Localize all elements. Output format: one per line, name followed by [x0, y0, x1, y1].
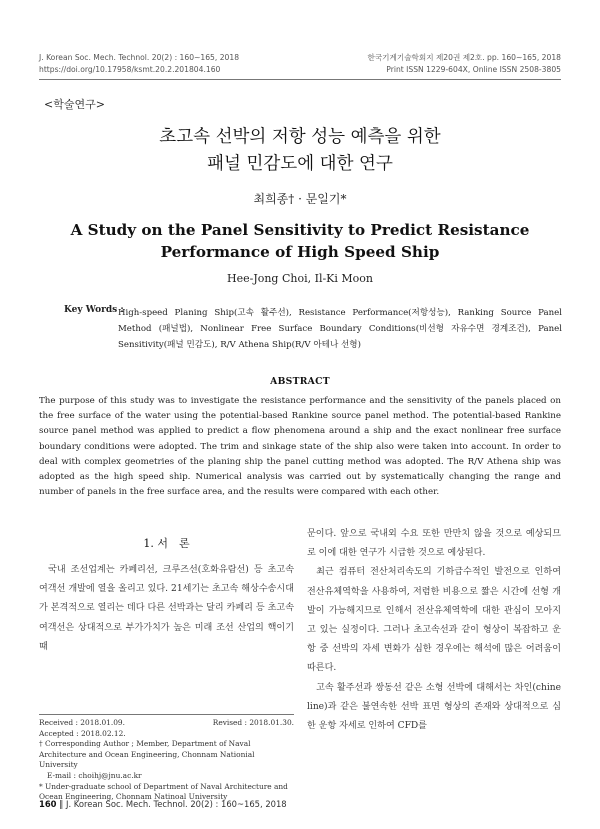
header-divider	[39, 79, 561, 80]
journal-citation: J. Korean Soc. Mech. Technol. 20(2) : 160~165, 2018	[39, 53, 240, 62]
issn-info: Print ISSN 1229-604X, Online ISSN 2508-3805	[386, 65, 561, 74]
english-title-line1: A Study on the Panel Sensitivity to Predict Resistance	[70, 221, 530, 239]
journal-korean-citation: 한국기계기술학회지 제20권 제2호. pp. 160~165, 2018	[367, 53, 561, 62]
page-number: 160	[39, 799, 57, 809]
intro-paragraph-continued: 문이다. 앞으로 국내외 수요 또한 만만치 않을 것으로 예상되므로 이에 대한 연구가 시급한 것으로 예상된다.	[307, 529, 561, 559]
abstract-text: The purpose of this study was to investigate the resistance performance and the sensitivity of the panels placed on the free surface of the water using the potential-based Rankine source panel method. The potential-based Rankine source panel method was applied to predict a flow phenomena around a ship and the exact nonlinear free surface boundary conditions were adopted. The trim and sinkage state of the ship also were taken into account. In order to deal with complex geometries of the planing ship the panel cutting method was adopted. The R/V Athena ship was adopted as the high speed ship. Numerical analysis was carried out by systematically changing the range and number of panels in the free surface area, and the results were compared with each other.	[39, 396, 561, 498]
accepted-date: Accepted : 2018.02.12.	[39, 728, 126, 738]
corresponding-author-note: † Corresponding Author ; Member, Department of Naval Architecture and Ocean Engineering, Chonnam Nationial University	[39, 739, 255, 770]
english-title-line2: Performance of High Speed Ship	[160, 243, 440, 261]
received-date: Received : 2018.01.09.	[39, 718, 125, 727]
left-column	[39, 561, 294, 657]
intro-paragraph-1: 국내 조선업계는 카페리선, 크루즈선(호화유람선) 등 초고속 여객선 개발에 열을 올리고 있다. 21세기는 초고속 해상수송시대가 본격적으로 열리는 데다 다른 선박과는 달리 카페리 등 초고속 여객선은 상대적으로 부가가치가 높은 미래 조선 산업의 핵이기 때	[39, 565, 294, 652]
article-category: <학술연구>	[44, 98, 105, 111]
right-column	[307, 525, 561, 736]
page-footer	[39, 799, 287, 809]
intro-paragraph-2: 최근 컴퓨터 전산처리속도의 기하급수적인 발전으로 인하여 전산유체역학을 사용하여, 저렴한 비용으로 짧은 시간에 선형 개발이 가능해지므로 인해서 전산유체역학에 대한 관심이 모아지고 있는 실정이다. 그러나 초고속선과 같이 형상이 복잡하고 운항 중 선박의 자세 변화가 심한 경우에는 해석에 많은 어려움이 따른다.	[307, 567, 561, 674]
doi-link[interactable]: https://doi.org/10.17958/ksmt.20.2.201804.160	[39, 65, 221, 74]
korean-authors: 최희종† · 문일기*	[253, 192, 347, 206]
abstract-heading: ABSTRACT	[270, 376, 330, 387]
keywords-text: High-speed Planing Ship(고속 활주선), Resistance Performance(저항성능), Ranking Source Panel Method (패널법), Nonlinear Free Surface Boundary Conditions(비선형 자유수면 경계조건), Panel Sensitivity(패널 민감도), R/V Athena Ship(R/V 아테나 선형)	[118, 308, 562, 350]
keywords-label: Key Words :	[64, 305, 124, 315]
korean-title-line1: 초고속 선박의 저항 성능 예측을 위한	[159, 127, 441, 147]
footnote-divider	[39, 714, 294, 715]
footer-citation: J. Korean Soc. Mech. Technol. 20(2) : 160~165, 2018	[66, 799, 287, 809]
footer-separator: ‖	[59, 799, 67, 809]
author-email[interactable]: E-mail : choihj@jnu.ac.kr	[47, 770, 142, 780]
footnotes	[39, 718, 294, 803]
korean-title-line2: 패널 민감도에 대한 연구	[207, 154, 393, 174]
co-author-note: * Under-graduate school of Department of Naval Architecture and Ocean Engineering, Chonnam Natinoal University	[39, 781, 288, 802]
intro-paragraph-3: 고속 활주선과 쌍동선 같은 소형 선박에 대해서는 차인(chine line)과 같은 불연속한 선박 표면 형상의 존재와 상대적으로 심한 운항 자세로 인하여 CFD를	[307, 682, 561, 732]
revised-date: Revised : 2018.01.30.	[212, 718, 294, 727]
english-authors: Hee-Jong Choi, Il-Ki Moon	[226, 272, 374, 285]
section-heading: 1. 서 론	[143, 537, 190, 550]
